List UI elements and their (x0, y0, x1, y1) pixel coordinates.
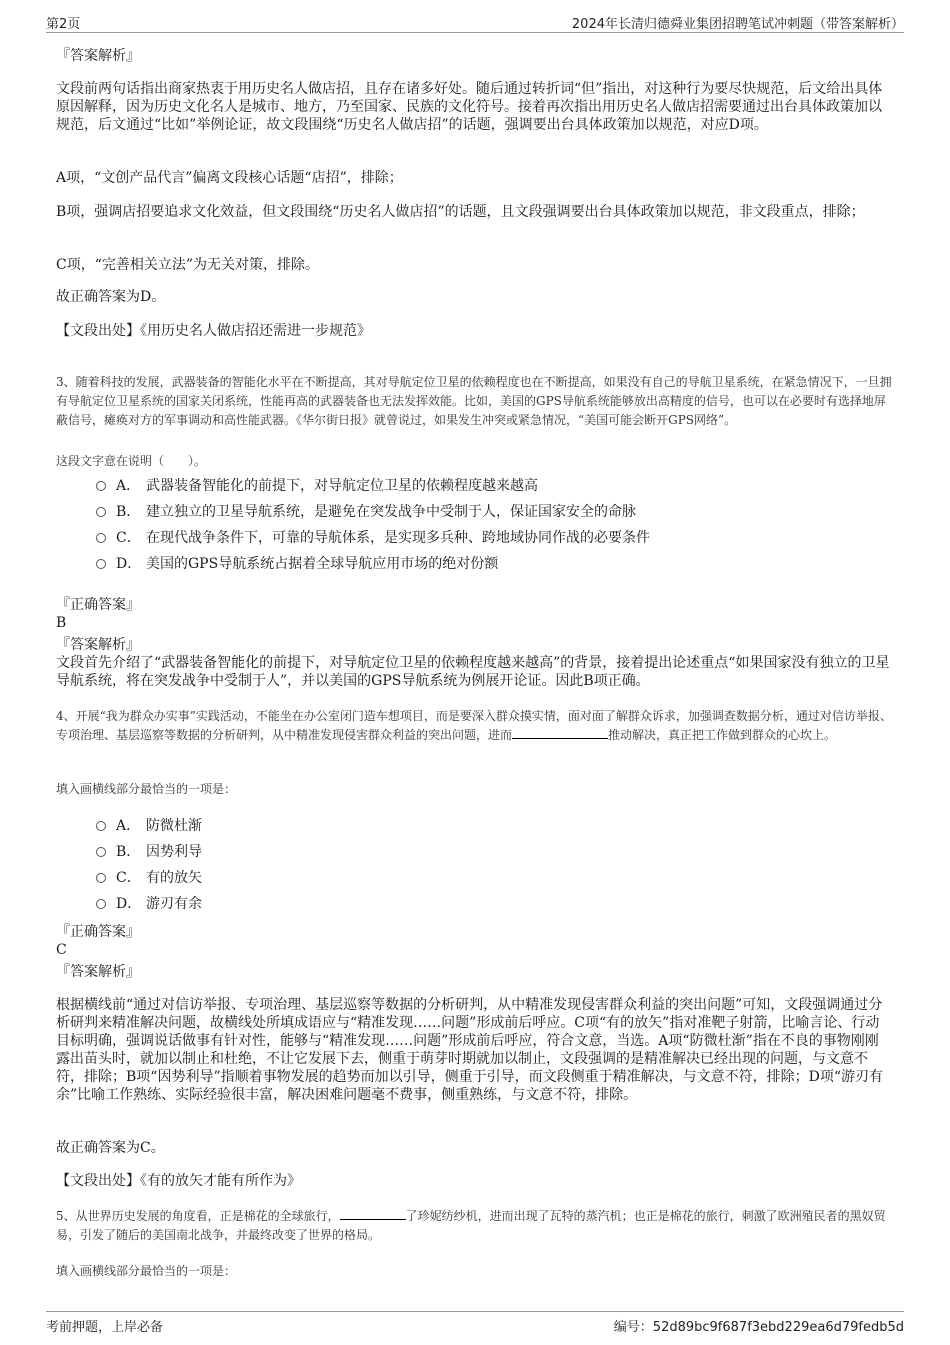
radio-button[interactable] (96, 821, 106, 831)
q3-answer-heading: 『正确答案』 (56, 597, 140, 613)
q2-conclusion: 故正确答案为D。 (56, 289, 166, 305)
q4-option-c[interactable]: C． 有的放矢 (96, 869, 202, 887)
footer-slogan: 考前押题，上岸必备 (46, 1320, 164, 1335)
q4-analysis: 根据横线前“通过对信访举报、专项治理、基层巡察等数据的分析研判，从中精准发现侵害群众利益的突出问题”可知，文段强调通过分析研判来精准解决问题，故横线处所填成语应与“精准发现……问题”形成前后呼应。C项“有的放矢”指对准靶子射箭，比喻言论、行动目标明确，强调说话做事有针对性，能够与“精准发现……问题”形成前后呼应，符合文意，当选。A项“防微杜渐”指在不良的事物刚刚露出苗头时，就加以制止和杜绝，不让它发展下去，侧重于萌芽时期就加以制止，文段强调的是精准解决已经出现的问题，与文意不符，排除；B项“因势利导”指顺着事物发展的趋势而加以引导，侧重于引导，而文段侧重于精准解决，与文意不符，排除；D项“游刃有余”比喻工作熟练、实际经验很丰富，解决困难问题毫不费事，侧重熟练，与文意不符，排除。 (56, 997, 883, 1103)
q2-analysis-option-b: B项，强调店招要追求文化效益，但文段围绕“历史名人做店招”的话题，且文段强调要出台具体政策加以规范，非文段重点，排除； (56, 204, 865, 220)
fill-blank (512, 726, 608, 739)
radio-button[interactable] (96, 847, 106, 857)
q3-option-c[interactable]: C． 在现代战争条件下，可靠的导航体系，是实现多兵种、跨地域协同作战的必要条件 (96, 529, 650, 547)
q3-analysis-heading: 『答案解析』 (56, 637, 140, 653)
q3-prompt: 这段文字意在说明（ ）。 (56, 454, 207, 468)
q5-prompt: 填入画横线部分最恰当的一项是： (56, 1264, 237, 1278)
radio-button[interactable] (96, 559, 106, 569)
q4-source: 【文段出处】《有的放矢才能有所作为》 (56, 1173, 301, 1189)
q4-option-d[interactable]: D． 游刃有余 (96, 895, 202, 913)
q2-source: 【文段出处】《用历史名人做店招还需进一步规范》 (56, 323, 371, 339)
q4-option-b[interactable]: B． 因势利导 (96, 843, 202, 861)
document-title: 2024年长清归德舜业集团招聘笔试冲刺题（带答案解析） (571, 17, 904, 32)
radio-button[interactable] (96, 481, 106, 491)
q3-analysis: 文段首先介绍了“武器装备智能化的前提下，对导航定位卫星的依赖程度越来越高”的背景，接着提出论述重点“如果国家没有独立的卫星导航系统，将在突发战争中受制于人”，并以美国的GPS导航系统为例展开论证。因此B项正确。 (56, 655, 890, 689)
radio-button[interactable] (96, 507, 106, 517)
q4-option-a[interactable]: A． 防微杜渐 (96, 817, 202, 835)
q3-stem: 3、随着科技的发展，武器装备的智能化水平在不断提高，其对导航定位卫星的依赖程度也在不断提高，如果没有自己的导航卫星系统，在紧急情况下，一旦拥有导航定位卫星系统的国家关闭系统，性能再高的武器装备也无法发挥效能。比如，美国的GPS导航系统能够放出高精度的信号，也可以在必要时有选择地屏蔽信号，瘫痪对方的军事调动和高性能武器。《华尔街日报》就曾说过，如果发生冲突或紧急情况，“美国可能会断开GPS网络”。 (56, 375, 892, 427)
q4-stem: 4、开展“我为群众办实事”实践活动，不能坐在办公室闭门造车想项目，而是要深入群众摸实情，面对面了解群众诉求，加强调查数据分析，通过对信访举报、专项治理、基层巡察等数据的分析研判，从中精准发现侵害群众利益的突出问题，进而 推动解决，真正把工作做到群众的心坎上。 (56, 709, 892, 742)
q2-analysis-option-c: C项，“完善相关立法”为无关对策，排除。 (56, 257, 320, 273)
q2-analysis-heading: 『答案解析』 (56, 48, 140, 64)
q3-option-b[interactable]: B． 建立独立的卫星导航系统，是避免在突发战争中受制于人，保证国家安全的命脉 (96, 503, 636, 521)
q4-answer: C (56, 942, 67, 958)
q4-answer-heading: 『正确答案』 (56, 924, 140, 940)
q4-conclusion: 故正确答案为C。 (56, 1140, 165, 1156)
radio-button[interactable] (96, 873, 106, 883)
q4-analysis-heading: 『答案解析』 (56, 964, 140, 980)
q3-answer: B (56, 615, 67, 631)
document-code: 编号：52d89bc9f687f3ebd229ea6d79fedb5d (613, 1320, 904, 1335)
radio-button[interactable] (96, 533, 106, 543)
q4-prompt: 填入画横线部分最恰当的一项是： (56, 782, 237, 796)
fill-blank (340, 1207, 406, 1220)
radio-button[interactable] (96, 899, 106, 909)
page-header (46, 10, 904, 33)
q2-analysis-option-a: A项，“文创产品代言”偏离文段核心话题“店招”，排除； (56, 170, 403, 186)
q2-analysis-paragraph: 文段前两句话指出商家热衷于用历史名人做店招，且存在诸多好处。随后通过转折词“但”指出，对这种行为要尽快规范，后文给出具体原因解释，因为历史文化名人是城市、地方，乃至国家、民族的文化符号。接着再次指出用历史名人做店招需要通过出台具体政策加以规范，后文通过“比如”举例论证，故文段围绕“历史名人做店招”的话题，强调要出台具体政策加以规范，对应D项。 (56, 81, 883, 133)
q5-stem: 5、从世界历史发展的角度看，正是棉花的全球旅行， 了珍妮纺纱机，进而出现了瓦特的蒸汽机；也正是棉花的旅行，刺激了欧洲殖民者的黑奴贸易，引发了随后的美国南北战争，并最终改变了世界的格局。 (56, 1209, 886, 1242)
page-number: 第2页 (46, 17, 81, 32)
q3-option-a[interactable]: A． 武器装备智能化的前提下，对导航定位卫星的依赖程度越来越高 (96, 477, 538, 495)
page-footer (46, 1311, 904, 1336)
q3-option-d[interactable]: D． 美国的GPS导航系统占据着全球导航应用市场的绝对份额 (96, 555, 498, 573)
